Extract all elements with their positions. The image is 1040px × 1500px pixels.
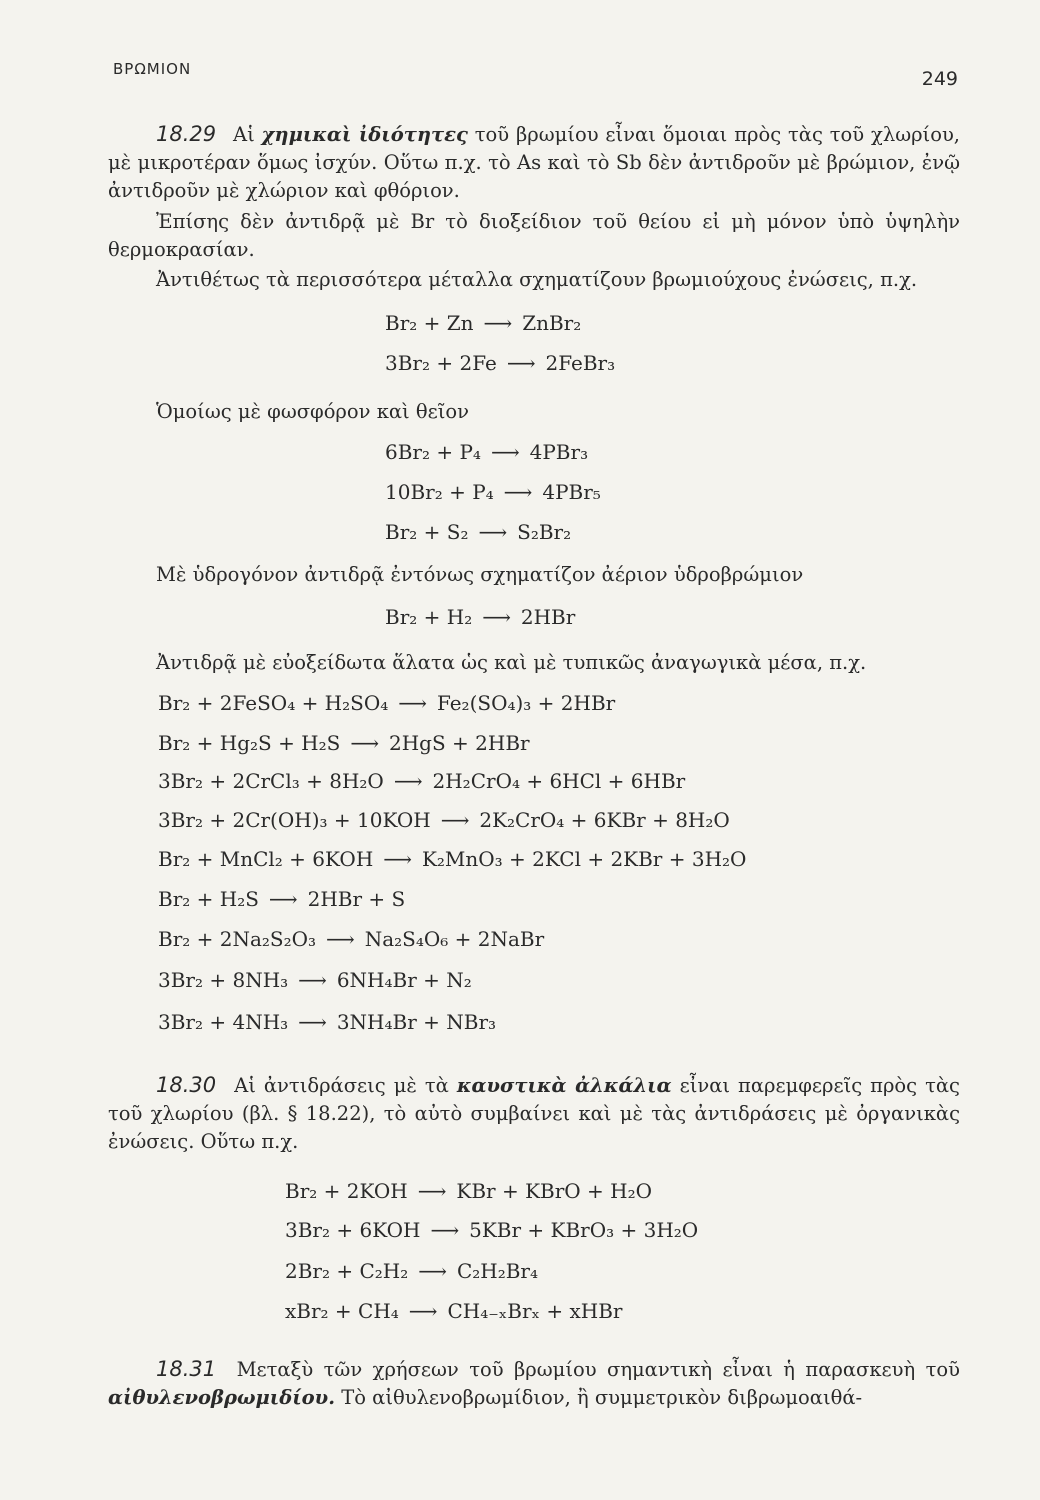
equation (285, 1216, 698, 1244)
arrow: ⟶ (326, 927, 355, 951)
equation (385, 309, 581, 337)
arrow: ⟶ (350, 731, 380, 755)
paragraph-18-30-intro (108, 1071, 960, 1156)
equation (158, 885, 405, 913)
reactants: 3Br₂ + 2CrCl₃ + 8H₂O (158, 769, 384, 793)
reactants: Br₂ + MnCl₂ + 6KOH (158, 847, 374, 871)
arrow: ⟶ (483, 311, 513, 335)
paragraph: Ἀντιδρᾷ μὲ εὐοξείδωτα ἅλατα ὡς καὶ μὲ τυπικῶς ἀναγωγικὰ μέσα, π.χ. (156, 651, 867, 674)
products: 2H₂CrO₄ + 6HCl + 6HBr (432, 769, 686, 793)
products: 4PBr₅ (542, 480, 601, 504)
reactants: xBr₂ + CH₄ (285, 1299, 399, 1323)
reactants: Br₂ + S₂ (385, 520, 469, 544)
products: Fe₂(SO₄)₃ + 2HBr (436, 691, 616, 715)
equation (285, 1177, 652, 1205)
reactants: Br₂ + 2Na₂S₂O₃ (158, 927, 317, 951)
text: Αἱ ἀντιδράσεις μὲ τὰ (234, 1074, 449, 1097)
paragraph: Μὲ ὑδρογόνον ἀντιδρᾷ ἐντόνως σχηματίζον ἀέριον ὑδροβρώμιον (156, 563, 804, 586)
products: 5KBr + KBrO₃ + 3H₂O (469, 1218, 699, 1242)
arrow: ⟶ (503, 480, 533, 504)
reactants: 3Br₂ + 2Cr(OH)₃ + 10KOH (158, 808, 431, 832)
products: KBr + KBrO + H₂O (456, 1179, 652, 1203)
reactants: 2Br₂ + C₂H₂ (285, 1259, 409, 1283)
reactants: 10Br₂ + P₄ (385, 480, 494, 504)
section-number: 18.29 (156, 122, 217, 146)
products: 2HBr (520, 605, 576, 629)
text: Αἱ (233, 123, 255, 146)
equation (158, 689, 615, 717)
keyword: αἰθυλενοβρωμιδίου. (108, 1386, 336, 1409)
paragraph: Ὁμοίως μὲ φωσφόρον καὶ θεῖον (156, 400, 469, 423)
equation (158, 845, 746, 873)
arrow: ⟶ (430, 1218, 460, 1242)
arrow: ⟶ (268, 887, 298, 911)
products: 2HgS + 2HBr (389, 731, 530, 755)
reactants: 6Br₂ + P₄ (385, 440, 481, 464)
arrow: ⟶ (298, 968, 327, 992)
arrow: ⟶ (398, 691, 427, 715)
section-number: 18.30 (156, 1073, 217, 1097)
products: C₂H₂Br₄ (456, 1259, 538, 1283)
reactants: Br₂ + 2KOH (285, 1179, 408, 1203)
arrow: ⟶ (440, 808, 470, 832)
reactants: Br₂ + H₂S (158, 887, 259, 911)
arrow: ⟶ (417, 1179, 447, 1203)
text: Μεταξὺ τῶν χρήσεων τοῦ βρωμίου σημαντικὴ εἶναι ἡ παρασκευὴ τοῦ (236, 1358, 960, 1381)
keyword: χημικαὶ ἰδιότητες (261, 123, 468, 146)
equation (158, 966, 472, 994)
reactants: 3Br₂ + 8NH₃ (158, 968, 289, 992)
equation (285, 1257, 538, 1285)
products: 2HBr + S (307, 887, 406, 911)
paragraph: Ἐπίσης δὲν ἀντιδρᾷ μὲ Br τὸ διοξείδιον τοῦ θείου εἰ μὴ μόνον ὑπὸ ὑψηλὴν θερμοκρασίαν. (108, 210, 960, 261)
paragraph-18-29-intro (108, 120, 960, 205)
text: τοῦ βρωμίου εἶναι ὅμοιαι πρὸς τὰς τοῦ χλωρίου, μὲ μικροτέραν ὅμως ἰσχύν. Οὕτω π.χ. τὸ As καὶ τὸ Sb δὲν ἀντιδροῦν μὲ βρώμιον, ἐνῷ ἀντιδροῦν μὲ χλώριον καὶ φθόριον. (108, 123, 960, 202)
arrow: ⟶ (383, 847, 412, 871)
products: Na₂S₄O₆ + 2NaBr (364, 927, 545, 951)
equation (285, 1297, 622, 1325)
reactants: 3Br₂ + 6KOH (285, 1218, 421, 1242)
products: S₂Br₂ (517, 520, 572, 544)
reactants: Br₂ + 2FeSO₄ + H₂SO₄ (158, 691, 389, 715)
arrow: ⟶ (490, 440, 520, 464)
products: 3NH₄Br + NBr₃ (336, 1010, 497, 1034)
equation (385, 518, 571, 546)
arrow: ⟶ (418, 1259, 447, 1283)
equation (158, 806, 730, 834)
equation (385, 349, 615, 377)
products: ZnBr₂ (522, 311, 582, 335)
products: 4PBr₃ (529, 440, 589, 464)
arrow: ⟶ (482, 605, 511, 629)
products: CH₄₋ₓBrₓ + xHBr (447, 1299, 623, 1323)
products: 6NH₄Br + N₂ (336, 968, 472, 992)
products: 2K₂CrO₄ + 6KBr + 8H₂O (479, 808, 730, 832)
equation (385, 603, 575, 631)
text: Τὸ αἰθυλενοβρωμίδιον, ἢ συμμετρικὸν διβρωμοαιθά- (341, 1386, 863, 1409)
arrow: ⟶ (298, 1010, 327, 1034)
arrow: ⟶ (393, 769, 423, 793)
running-head: ΒΡΩΜΙΟΝ (113, 60, 192, 78)
equation (385, 478, 601, 506)
reactants: Br₂ + Hg₂S + H₂S (158, 731, 341, 755)
equation (158, 729, 530, 757)
section-number: 18.31 (156, 1357, 217, 1381)
reactants: Br₂ + Zn (385, 311, 474, 335)
page-number: 249 (921, 68, 958, 90)
reactants: Br₂ + H₂ (385, 605, 473, 629)
text: εἶναι παρεμφερεῖς πρὸς τὰς τοῦ χλωρίου (βλ. § 18.22), τὸ αὐτὸ συμβαίνει καὶ μὲ τὰς ἀντιδράσεις μὲ ὀργανικὰς ἐνώσεις. Οὕτω π.χ. (108, 1074, 960, 1153)
paragraph: Ἀντιθέτως τὰ περισσότερα μέταλλα σχηματίζουν βρωμιούχους ἐνώσεις, π.χ. (156, 268, 918, 291)
reactants: 3Br₂ + 4NH₃ (158, 1010, 289, 1034)
paragraph-18-31-intro (108, 1355, 960, 1412)
reactants: 3Br₂ + 2Fe (385, 351, 497, 375)
products: 2FeBr₃ (545, 351, 616, 375)
equation (385, 438, 588, 466)
products: K₂MnO₃ + 2KCl + 2KBr + 3H₂O (421, 847, 747, 871)
arrow: ⟶ (408, 1299, 438, 1323)
equation (158, 767, 685, 795)
arrow: ⟶ (506, 351, 536, 375)
equation (158, 1008, 496, 1036)
equation (158, 925, 544, 953)
keyword: καυστικὰ ἀλκάλια (456, 1074, 672, 1097)
arrow: ⟶ (478, 520, 508, 544)
